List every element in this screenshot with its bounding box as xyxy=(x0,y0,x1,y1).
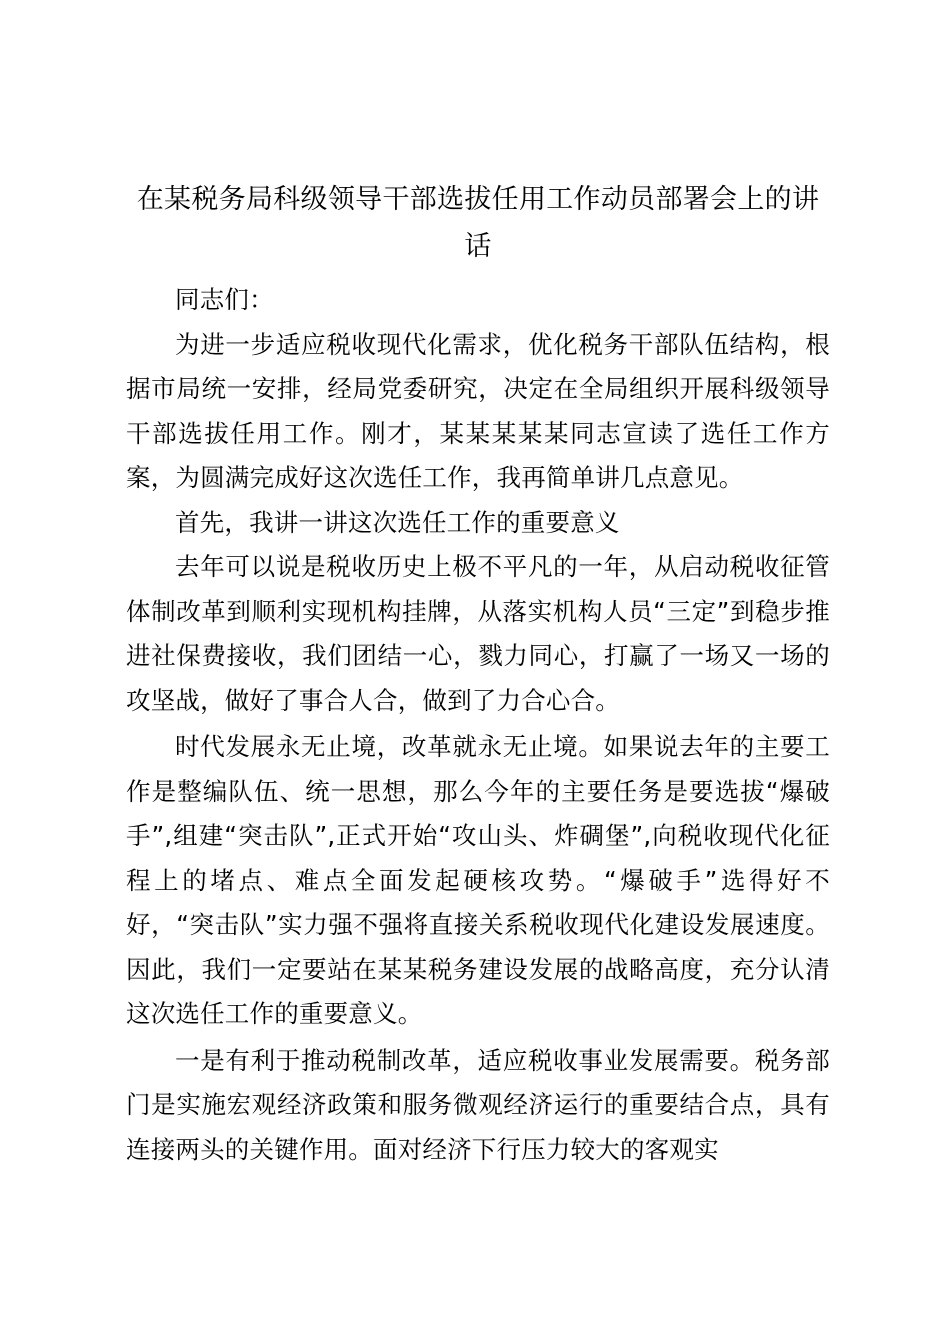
section-heading: 首先，我讲一讲这次选任工作的重要意义 xyxy=(175,507,620,537)
document-body xyxy=(126,278,830,1172)
paragraph-intro: 为进一步适应税收现代化需求，优化税务干部队伍结构，根据市局统一安排，经局党委研究，决定在全局组织开展科级领导干部选拔任用工作。刚才，某某某某某同志宣读了选任工作方案，为圆满完成好这次选任工作，我再简单讲几点意见。 xyxy=(126,329,830,492)
paragraph-reform: 时代发展永无止境，改革就永无止境。如果说去年的主要工作是整编队伍、统一思想，那么今年的主要任务是要选拔“爆破手”,组建“突击队”,正式开始“攻山头、炸碉堡”,向税收现代化征程上的堵点、难点全面发起硬核攻势。“爆破手”选得好不好，“突击队”实力强不强将直接关系税收现代化建设发展速度。因此，我们一定要站在某某税务建设发展的战略高度，充分认清这次选任工作的重要意义。 xyxy=(126,732,830,1028)
salutation: 同志们： xyxy=(175,285,274,314)
paragraph-point-one: 一是有利于推动税制改革，适应税收事业发展需要。税务部门是实施宏观经济政策和服务微观经济运行的重要结合点，具有连接两头的关键作用。面对经济下行压力较大的客观实 xyxy=(126,1045,830,1164)
document-title: 在某税务局科级领导干部选拔任用工作动员部署会上的讲话 xyxy=(136,184,820,262)
paragraph-last-year: 去年可以说是税收历史上极不平凡的一年，从启动税收征管体制改革到顺利实现机构挂牌，从落实机构人员“三定”到稳步推进社保费接收，我们团结一心，戮力同心，打赢了一场又一场的攻坚战，做好了事合人合，做到了力合心合。 xyxy=(126,552,830,715)
